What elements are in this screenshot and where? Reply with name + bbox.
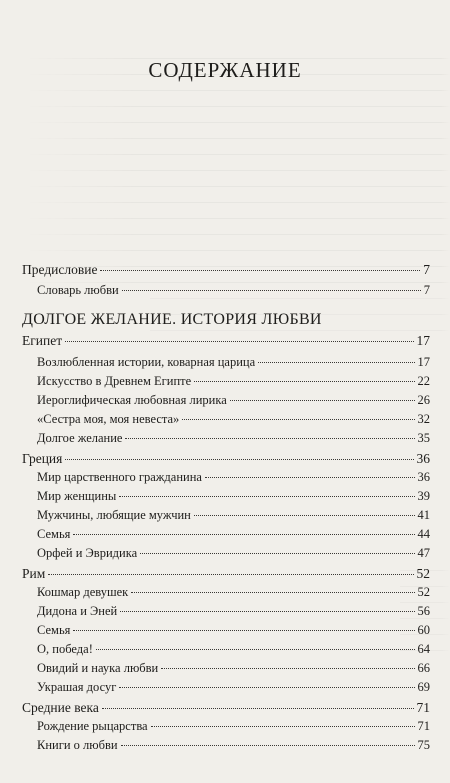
toc-chapter xyxy=(22,333,430,349)
page-title: СОДЕРЖАНИЕ xyxy=(148,58,302,82)
toc-page-number: 26 xyxy=(417,393,430,407)
toc-page-number: 17 xyxy=(417,355,430,369)
dot-leader xyxy=(119,495,414,497)
toc-entry-label: Иероглифическая любовная лирика xyxy=(37,393,227,407)
toc-page-number: 44 xyxy=(417,527,430,541)
toc-page-number: 69 xyxy=(417,680,430,694)
toc-entry-label: Египет xyxy=(22,333,63,348)
toc-page-number: 7 xyxy=(423,262,430,277)
toc-page-number: 39 xyxy=(417,489,430,503)
dot-leader xyxy=(131,591,414,593)
toc-entry-label: О, победа! xyxy=(37,642,93,656)
toc-page-number: 36 xyxy=(416,451,430,466)
dot-leader xyxy=(125,437,414,439)
toc-entry-label: Греция xyxy=(22,451,63,466)
toc-page-number: 60 xyxy=(417,623,430,637)
dot-leader xyxy=(120,610,414,612)
toc-subentry xyxy=(37,374,430,389)
toc-subentry xyxy=(37,585,430,600)
toc-subentry xyxy=(37,661,430,676)
toc-subentry xyxy=(37,527,430,542)
toc-entry-label: Мир царственного гражданина xyxy=(37,470,202,484)
dot-leader xyxy=(194,514,415,516)
section-title: ДОЛГОЕ ЖЕЛАНИЕ. ИСТОРИЯ ЛЮБВИ xyxy=(22,311,322,328)
toc-page-number: 75 xyxy=(417,738,430,752)
toc-entry-label: Рождение рыцарства xyxy=(37,719,148,733)
dot-leader xyxy=(161,667,414,669)
dot-leader xyxy=(151,725,415,727)
dot-leader xyxy=(65,458,413,460)
toc-entry-label: Долгое желание xyxy=(37,431,123,445)
toc-page-number: 52 xyxy=(416,566,430,581)
toc-subentry xyxy=(37,719,430,734)
toc-page-number: 66 xyxy=(417,661,430,675)
toc-page-number: 41 xyxy=(417,508,430,522)
toc-subentry xyxy=(37,431,430,446)
dot-leader xyxy=(65,340,413,342)
toc-chapter xyxy=(22,566,430,582)
dot-leader xyxy=(96,648,415,650)
dot-leader xyxy=(73,533,414,535)
toc-subentry xyxy=(37,546,430,561)
toc-page-number: 36 xyxy=(417,470,430,484)
toc-subentry xyxy=(37,489,430,504)
dot-leader xyxy=(100,269,420,271)
toc-subentry xyxy=(37,680,430,695)
dot-leader xyxy=(48,573,413,575)
dot-leader xyxy=(122,289,421,291)
toc-page-number: 71 xyxy=(417,719,430,733)
toc-entry-label: Возлюбленная истории, коварная царица xyxy=(37,355,256,369)
toc-entry-label: Предисловие xyxy=(22,262,98,277)
toc-entry-label: Семья xyxy=(37,527,71,541)
toc-subentry xyxy=(37,412,430,427)
toc-subentry xyxy=(37,393,430,408)
toc-entry-label: Семья xyxy=(37,623,71,637)
toc-entry-label: Словарь любви xyxy=(37,283,119,297)
toc-entry-label: Мир женщины xyxy=(37,489,117,503)
toc-page-number: 47 xyxy=(417,546,430,560)
dot-leader xyxy=(205,476,415,478)
toc-entry-label: Овидий и наука любви xyxy=(37,661,159,675)
toc-subentry xyxy=(37,623,430,638)
dot-leader xyxy=(119,686,414,688)
toc-page-number: 56 xyxy=(417,604,430,618)
toc-page-number: 32 xyxy=(417,412,430,426)
dot-leader xyxy=(194,380,414,382)
dot-leader xyxy=(182,418,414,420)
toc-page-number: 64 xyxy=(417,642,430,656)
toc-subentry xyxy=(37,470,430,485)
dot-leader xyxy=(121,744,415,746)
dot-leader xyxy=(258,361,414,363)
toc-entry-label: Орфей и Эвридика xyxy=(37,546,138,560)
toc-entry-label: «Сестра моя, моя невеста» xyxy=(37,412,180,426)
toc-page-number: 35 xyxy=(417,431,430,445)
toc-entry-label: Кошмар девушек xyxy=(37,585,129,599)
toc-entry-label: Украшая досуг xyxy=(37,680,117,694)
dot-leader xyxy=(140,552,414,554)
dot-leader xyxy=(102,707,414,709)
toc-page-number: 71 xyxy=(416,700,430,715)
toc-subentry xyxy=(37,355,430,370)
toc-subentry xyxy=(37,508,430,523)
toc-page-number: 52 xyxy=(417,585,430,599)
toc-subentry xyxy=(37,283,430,298)
toc-chapter xyxy=(22,451,430,467)
toc-subentry xyxy=(37,738,430,753)
toc-page-number: 17 xyxy=(416,333,430,348)
dot-leader xyxy=(73,629,414,631)
toc-subentry xyxy=(37,604,430,619)
toc-entry-label: Мужчины, любящие мужчин xyxy=(37,508,191,522)
toc-page-number: 7 xyxy=(423,283,430,297)
toc-entry-label: Искусство в Древнем Египте xyxy=(37,374,192,388)
toc-entry-label: Книги о любви xyxy=(37,738,118,752)
toc-entry-label: Рим xyxy=(22,566,46,581)
toc-entry-label: Средние века xyxy=(22,700,99,715)
dot-leader xyxy=(230,399,415,401)
toc-chapter xyxy=(22,700,430,716)
toc-entry-label: Дидона и Эней xyxy=(37,604,118,618)
toc-page-number: 22 xyxy=(417,374,430,388)
toc-entry-preface xyxy=(22,262,430,278)
toc-subentry xyxy=(37,642,430,657)
